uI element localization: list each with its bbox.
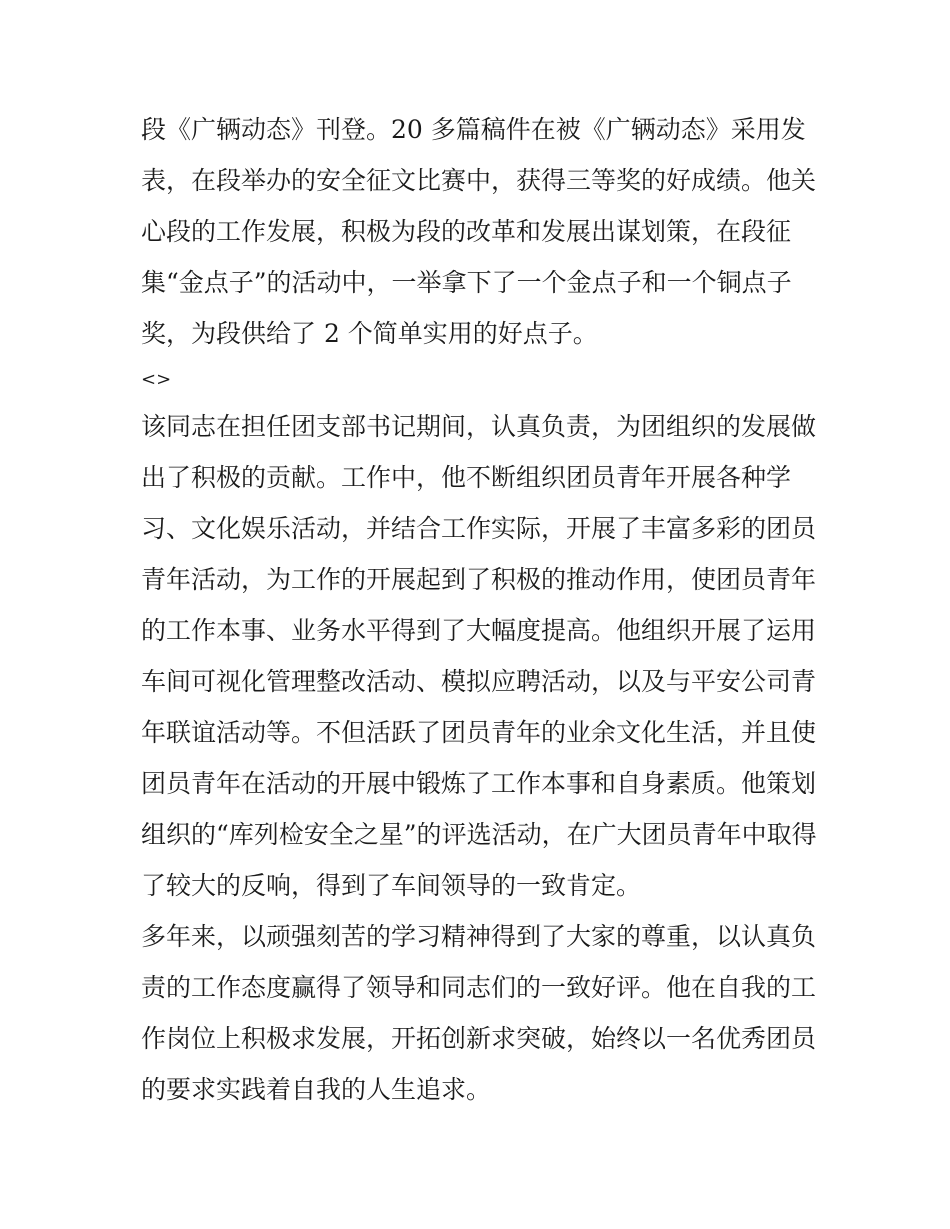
text-line: 集“金点子”的活动中，一举拿下了一个金点子和一个铜点子	[141, 268, 792, 297]
text-line: 作岗位上积极求发展，开拓创新求突破，始终以一名优秀团员	[141, 1024, 817, 1053]
text-line: 表，在段举办的安全征文比赛中，获得三等奖的好成绩。他关	[141, 166, 817, 195]
text-line: 年联谊活动等。不但活跃了团员青年的业余文化生活，并且使	[141, 718, 817, 747]
text-line: 的要求实践着自我的人生追求。	[141, 1075, 492, 1104]
text-line: 段《广辆动态》刊登。20 多篇稿件在被《广辆动态》采用发	[141, 115, 806, 144]
text-line: 车间可视化管理整改活动、模拟应聘活动，以及与平安公司青	[141, 667, 817, 696]
document-body	[141, 104, 821, 1115]
section-separator: <>	[141, 369, 172, 390]
paragraph-1	[141, 104, 821, 359]
paragraph-2	[141, 401, 821, 911]
text-line: 该同志在担任团支部书记期间，认真负责，为团组织的发展做	[141, 412, 817, 441]
paragraph-3	[141, 911, 821, 1115]
text-line: 心段的工作发展，积极为段的改革和发展出谋划策，在段征	[141, 217, 792, 246]
text-line: 青年活动，为工作的开展起到了积极的推动作用，使团员青年	[141, 565, 817, 594]
text-line: 团员青年在活动的开展中锻炼了工作本事和自身素质。他策划	[141, 769, 817, 798]
text-line: 奖，为段供给了 2 个简单实用的好点子。	[141, 319, 598, 348]
text-line: 习、文化娱乐活动，并结合工作实际，开展了丰富多彩的团员	[141, 514, 817, 543]
text-line: 多年来，以顽强刻苦的学习精神得到了大家的尊重，以认真负	[141, 922, 817, 951]
text-line: 的工作本事、业务水平得到了大幅度提高。他组织开展了运用	[141, 616, 817, 645]
text-line: 责的工作态度赢得了领导和同志们的一致好评。他在自我的工	[141, 973, 817, 1002]
text-line: 出了积极的贡献。工作中，他不断组织团员青年开展各种学	[141, 463, 792, 492]
text-line: 组织的“库列检安全之星”的评选活动，在广大团员青年中取得	[141, 820, 817, 849]
text-line: 了较大的反响，得到了车间领导的一致肯定。	[141, 871, 642, 900]
